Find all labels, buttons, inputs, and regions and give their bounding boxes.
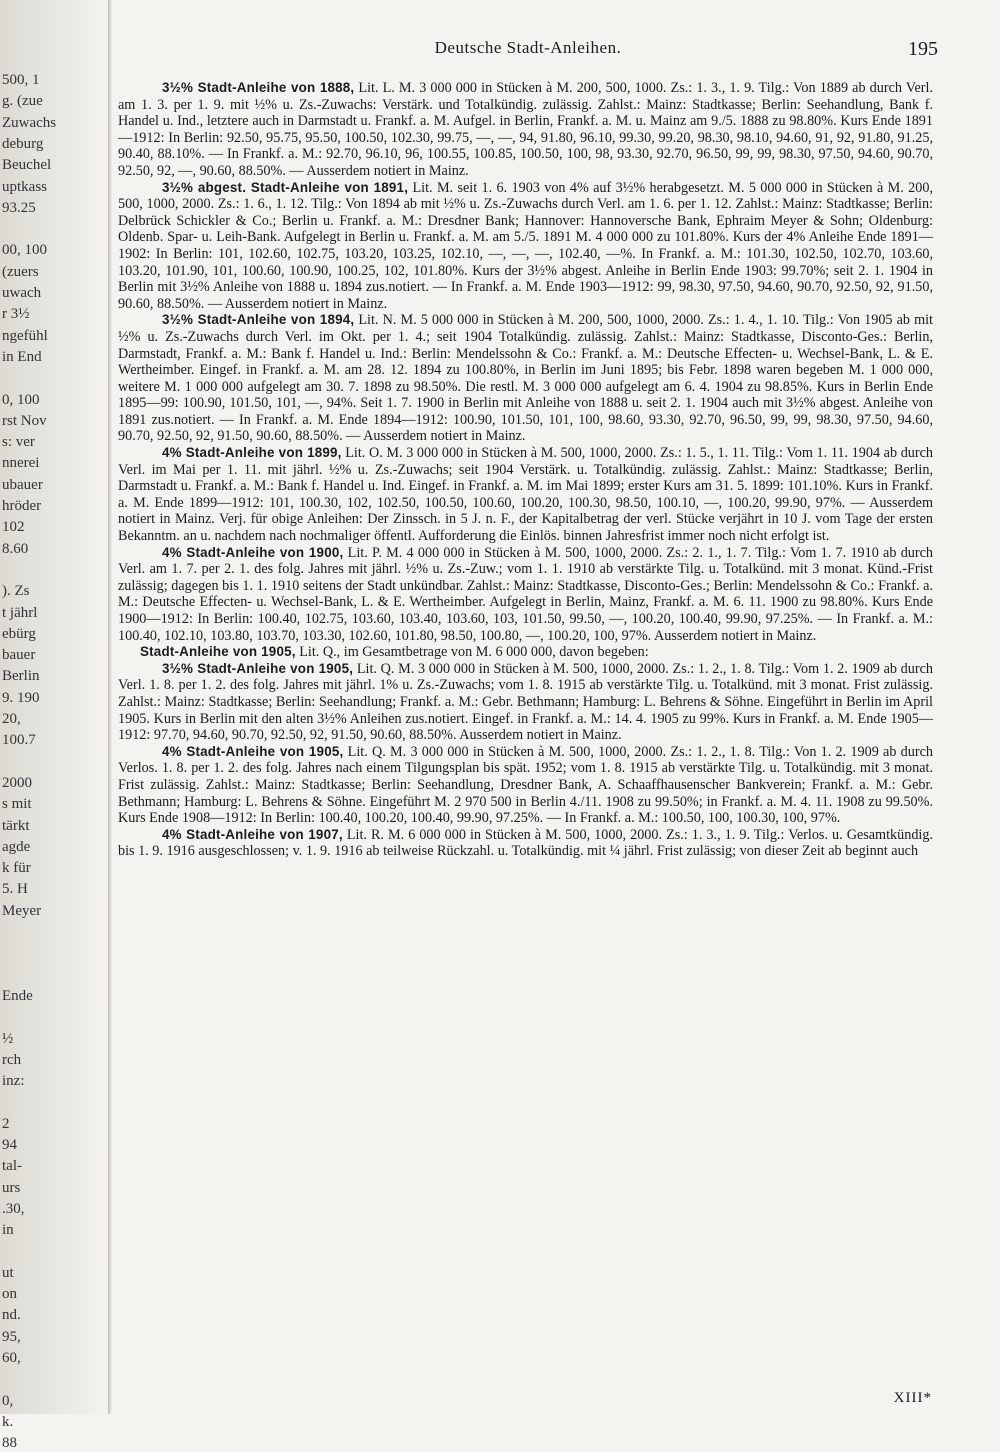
bond-heading: 4% Stadt-Anleihe von 1899,: [162, 445, 342, 461]
margin-fragment: ut: [2, 1264, 14, 1281]
margin-fragment: uwach: [2, 285, 42, 301]
margin-fragment: 95,: [2, 1328, 21, 1345]
margin-fragment: 0,: [2, 1392, 14, 1409]
margin-fragment: uptkass: [2, 178, 47, 195]
bond-heading: 3½% Stadt-Anleihe von 1894,: [162, 312, 355, 328]
margin-fragment: 8.60: [2, 540, 29, 557]
bond-details: Lit. O. M. 3 000 000 in Stücken à M. 500, 1000, 2000. Zs.: 1. 5., 1. 11. Tilg.: Vom 1. 11. 1904 ab durch Verl. im Mai per 1. 11. mit jährl. ½% u. Zs.-Zuwachs; seit 1904 Verstärk. u. Totalkündig. zulässig. Zahlst.: Mainz: Stadtkasse; Berlin, Darmstadt u. Frankf. a. M.: Bank f. Handel u. Ind. Eingef. in Frankf. a. M. im Mai 1899; erster Kurs am 31. 5. 1899: 101.10%. Kurs in Frankf. a. M. Ende 1899—1912: 101, 100.30, 102, 102.50, 100.50, 100.60, 100.20, 100.30, 98.50, 100.10, —, 100.20, 99.90, 97%. — Ausserdem notiert in Mainz. Verj. für obige Anleihen: Der Zinssch. in 5 J. n. F., der Kapitalbetrag der verl. Stücke verjährt in 10 J. vom Tage der ersten Bekanntm. an u. nachdem nach nochmaliger öffentl. Aufforderung die Einlös. binnen Jahresfrist immer noch nicht erfolgt ist.: [118, 445, 934, 545]
bond-details: Lit. L. M. 3 000 000 in Stücken à M. 200, 500, 1000. Zs.: 1. 3., 1. 9. Tilg.: Von 1889 ab durch Verl. am 1. 3. per 1. 9. mit ½% u. Zs.-Zuwachs: Verstärk. und Totalkündig. zulässig. Zahlst.: Mainz: Stadtkasse; Berlin: Seehandlung, Bank f. Handel u. Ind., letztere auch in Darmstadt u. Frankf. a. M. Aufgel. in Berlin, Frankf. a. M. u. Mainz am 9./5. 1888 zu 98.80%. Kurs Ende 1891—1912: In Berlin: 92.50, 95.75, 95.50, 100.50, 102.30, 99.75, —, —, 94, 91.80, 96.10, 99.30, 99.20, 98.30, 98.10, 94.60, 91, 92, 91.80, 91.25, 90.40, 88.10%. — In Frankf. a. M.: 92.70, 96.10, 96, 100.55, 100.85, 100.50, 100, 98, 93.30, 92.70, 96.50, 99, 99, 98.30, 97.50, 94.60, 90.70, 92.50, 92, —, 90.60, 88.50%. — Ausserdem notiert in Mainz.: [118, 80, 933, 179]
bond-details: Lit. P. M. 4 000 000 in Stücken à M. 500, 1000, 2000. Zs.: 2. 1., 1. 7. Tilg.: Vom 1. 7. 1910 ab durch Verl. am 1. 7. per 2. 1. des folg. Jahres mit jährl. ½% u. Zs.-Zuw.; vom 1. 1. 1910 ab verstärkte Tilg. u. Totalkünd. mit 3 monat. Künd.-Frist zulässig; dagegen bis 1. 1. 1910 seitens der Stadt unkündbar. Zahlst.: Mainz: Stadtkasse, Disconto-Ges.; Berlin: Mendelssohn & Co.: Frankf. a. M.: Deutsche Effecten- u. Wechsel-Bank, L. & E. Wertheimber. Aufgelegt in Berlin, Mainz, Frankf. a. M. 6. 11. 1900 zu 98.80%. Kurs Ende 1900—1912: In Berlin: 100.40, 102.75, 103.60, 103.40, 103.60, 103, 101.50, 99.50, —, 100.20, 100.40, 99.90, 97.25%. — In Frankf. a. M.: 100.40, 102.10, 103.80, 103.70, 103.30, 102.60, 101.80, 98.50, 100.80, —, 100.20, 100, 97%. Ausserdem notiert in Mainz.: [118, 544, 933, 644]
margin-fragment: ngefühl: [2, 327, 48, 344]
margin-fragment: Berlin: [2, 668, 40, 685]
margin-fragment: k.: [2, 1413, 14, 1430]
page-fold-shadow: [108, 0, 112, 1414]
margin-fragment: ubauer: [2, 476, 43, 493]
margin-fragment: 500, 1: [2, 72, 40, 88]
bond-entry: [118, 312, 933, 445]
bond-entry: [118, 445, 933, 545]
adjacent-page-margin: [0, 0, 108, 1452]
margin-fragment: 94: [2, 1137, 17, 1153]
bond-heading: Stadt-Anleihe von 1905,: [140, 644, 296, 660]
bond-entry: [118, 644, 933, 661]
running-title: Deutsche Stadt-Anleihen.: [434, 38, 622, 57]
bond-details: Lit. Q. M. 3 000 000 in Stücken à M. 500, 1000, 2000. Zs.: 1. 2., 1. 8. Tilg.: Vom 1. 2. 1909 ab durch Verl. 1. 8. per 1. 2. des folg. Jahres mit jährl. 1% u. Zs.-Zuwachs; vom 1. 8. 1915 ab verstärkte Tilg. u. Totalkünd. mit 3 monat. Frist zulässig. Zahlst.: Mainz: Stadtkasse; Berlin: Seehandlung; Frankf. a. M.: Gebr. Bethmann; Hamburg: L. Behrens & Söhne. Eingeführt in Berlin im April 1905. Kurs in Berlin mit den alten 3½% Anleihen zus.notiert. Eingef. in Frankf. a. M.: 14. 4. 1905 zu 99%. Kurs in Frankf. a. M. Ende 1905—1912: 97.70, 94.60, 90.70, 92.50, 92, 91.50, 90.60, 88.50%. Ausserdem notiert in Mainz.: [118, 660, 933, 744]
bond-entry: [118, 180, 933, 313]
margin-fragment: 5. H: [2, 881, 28, 898]
margin-fragment: 88: [2, 1435, 17, 1452]
margin-fragment: t jährl: [2, 604, 38, 621]
bond-heading: 4% Stadt-Anleihe von 1905,: [162, 743, 344, 759]
page-header: [118, 38, 938, 64]
margin-fragment: in End: [2, 348, 42, 365]
margin-fragment: urs: [2, 1179, 21, 1196]
margin-fragment: nd.: [2, 1307, 21, 1324]
margin-fragment: 100.7: [2, 732, 36, 749]
bond-details: Lit. Q. M. 3 000 000 in Stücken à M. 500, 1000, 2000. Zs.: 1. 2., 1. 8. Tilg.: Von 1. 2. 1909 ab durch Verlos. 1. 8. per 1. 2. des folg. Jahres nach einem Tilgungsplan bis spät. 1952; vom 1. 8. 1915 ab verstärkte Tilg. u. Totalkündig. mit 3 monat. Frist zulässig. Zahlst.: Mainz: Stadtkasse; Berlin: Seehandlung, Dresdner Bank, A. Schaaffhausenscher Bankverein; Frankf. a. M.: Gebr. Bethmann; Hamburg: L. Behrens & Söhne. Eingeführt M. 2 970 500 in Berlin 4./11. 1908 zu 99.50%; in Frankf. a. M. 4. 11. 1908 zu 99.50%. Kurs Ende 1908—1912: In Berlin: 100.40, 100.20, 100.40, 99.90, 97.25%. — In Frankf. a. M.: 100.50, 100, 100.30, 100, 97%.: [118, 743, 933, 827]
margin-fragment: deburg: [2, 135, 44, 152]
bond-details: Lit. N. M. 5 000 000 in Stücken à M. 200, 500, 1000, 2000. Zs.: 1. 4., 1. 10. Tilg.: Von 1905 ab mit ½% u. Zs.-Zuwachs durch Verl. im Okt. per 1. 4.; seit 1904 Totalkündig. zulässig. Zahlst.: Mainz: Stadtkasse, Disconto-Ges.: Berlin, Darmstadt, Frankf. a. M.: Bank f. Handel u. Ind.: Berlin: Mendelssohn & Co.: Frankf. a. M.: Deutsche Effecten- u. Wechsel-Bank, L. & E. Wertheimber. Eingef. in Frankf. a. M. am 28. 12. 1894 zu 100.80%, in Berlin im Juni 1895; bis Febr. 1898 waren begeben M. 1 000 000, weitere M. 1 000 000 aufgelegt am 30. 7. 1898 zu 98.50%. Die restl. M. 3 000 000 aufgelegt am 6. 4. 1904 zu 98.85%. Kurs in Berlin Ende 1895—99: 100.90, 101.50, 101, —, 94%. Seit 1. 7. 1900 in Berlin mit Anleihe von 1888 u. seit 2. 1. 1904 auch mit 3½% abgest. Anleihe von 1891 zus.notiert. — In Frankf. a. M. Ende 1894—1912: 100.90, 101.50, 101, 100, 98.60, 93.30, 92.70, 96.50, 99, 99, 98.30, 97.50, 94.60, 90.70, 92.50, 92, 91.50, 90.60, 88.50%. — Ausserdem notiert in Mainz.: [118, 312, 933, 445]
bond-entry: [118, 661, 933, 744]
page-number: 195: [908, 38, 938, 60]
bond-entry: [118, 827, 933, 860]
margin-fragment: ebürg: [2, 625, 36, 642]
margin-fragment: r 3½: [2, 306, 30, 323]
margin-fragment: agde: [2, 838, 31, 855]
bond-entry: [118, 80, 933, 180]
margin-fragment: Beuchel: [2, 157, 52, 174]
margin-fragment: 20,: [2, 711, 21, 727]
bond-entry: [118, 744, 933, 827]
margin-fragment: Meyer: [2, 902, 42, 919]
margin-fragment: rch: [2, 1051, 22, 1068]
margin-fragment: g. (zue: [2, 93, 43, 110]
margin-fragment: 2: [2, 1115, 10, 1132]
signature-mark: XIII*: [893, 1390, 932, 1406]
bond-details: Lit. R. M. 6 000 000 in Stücken à M. 500, 1000, 2000. Zs.: 1. 3., 1. 9. Tilg.: Verlos. u. Gesamtkündig. bis 1. 9. 1916 ausgeschlossen; v. 1. 9. 1916 ab teilweise Rückzahl. u. Totalkündig. mit ¼ jährl. Frist zulässig; von dieser Zeit ab beginnt auch: [118, 826, 933, 860]
margin-fragment: 102: [2, 519, 25, 536]
margin-fragment: Ende: [2, 987, 33, 1004]
margin-fragment: inz:: [2, 1073, 25, 1090]
margin-fragment: nnerei: [2, 455, 40, 472]
bond-heading: 3½% Stadt-Anleihe von 1905,: [162, 660, 354, 676]
margin-fragment: bauer: [2, 647, 36, 664]
margin-fragment: rst Nov: [2, 412, 47, 429]
margin-fragment: 9. 190: [2, 689, 40, 706]
margin-fragment: k für: [2, 860, 31, 877]
margin-fragment: 2000: [2, 774, 32, 791]
bond-heading: 3½% Stadt-Anleihe von 1888,: [162, 80, 355, 95]
margin-fragment: in: [2, 1222, 14, 1239]
margin-fragment: on: [2, 1286, 17, 1303]
margin-fragment: s: ver: [2, 434, 35, 451]
margin-fragment: Zuwachs: [2, 114, 57, 131]
margin-fragment: 60,: [2, 1350, 21, 1366]
bond-entry: [118, 545, 933, 645]
margin-fragment: 0, 100: [2, 391, 40, 408]
bond-heading: 4% Stadt-Anleihe von 1907,: [162, 826, 343, 842]
margin-fragment: tärkt: [2, 817, 30, 834]
margin-fragment: ½: [2, 1030, 14, 1047]
margin-fragment: (zuers: [2, 263, 39, 280]
bond-details: Lit. Q., im Gesamtbetrage von M. 6 000 000, davon begeben:: [295, 644, 649, 661]
margin-fragment: 00, 100: [2, 242, 47, 259]
page-body: [118, 80, 933, 860]
margin-fragment: .30,: [2, 1200, 25, 1217]
bond-details: Lit. M. seit 1. 6. 1903 von 4% auf 3½% herabgesetzt. M. 5 000 000 in Stücken à M. 200, 500, 1000, 2000. Zs.: 1. 6., 1. 12. Tilg.: Von 1894 ab mit ½% u. Zs.-Zuwachs durch Verl. am 1. 6. per 1. 12. Zahlst.: Mainz: Stadtkasse; Berlin: Delbrück Schickler & Co.; Berlin u. Frankf. a. M.: Dresdner Bank; Hannover: Hannoversche Bank, Ephraim Meyer & Sohn; Oldenburg: Oldenb. Spar- u. Leih-Bank. Aufgelegt in Berlin u. Frankf. a. M. am 5./5. 1891 M. 4 000 000 zu 101.80%. Kurs der 4% Anleihe Ende 1891—1902: In Berlin: 101, 102.60, 102.75, 103.20, 103.25, 102.10, —, —, —, 102.40, —%. In Frankf. a. M.: 101.30, 102.50, 102.70, 103.60, 103.20, 101.90, 101, 100.60, 100.90, 100.25, 102, 101.80%. Kurs der 3½% abgest. Anleihe in Berlin Ende 1903: 99.70%; seit 2. 1. 1904 in Berlin mit 3½% Anleihe von 1888 u. 1894 zus.notiert. — In Frankf. a. M. Ende 1903—1912: 99, 98.30, 97.50, 94.60, 90.70, 92.50, 92, 91.50, 90.60, 88.50%. — Ausserdem notiert in Mainz.: [118, 179, 933, 312]
bond-heading: 4% Stadt-Anleihe von 1900,: [162, 544, 344, 560]
margin-fragment: 93.25: [2, 199, 36, 216]
margin-fragment: tal-: [2, 1158, 22, 1175]
margin-fragment: hröder: [2, 498, 42, 514]
margin-fragment: s mit: [2, 796, 32, 813]
bond-heading: 3½% abgest. Stadt-Anleihe von 1891,: [162, 179, 409, 195]
margin-fragment: ). Zs: [2, 583, 30, 600]
